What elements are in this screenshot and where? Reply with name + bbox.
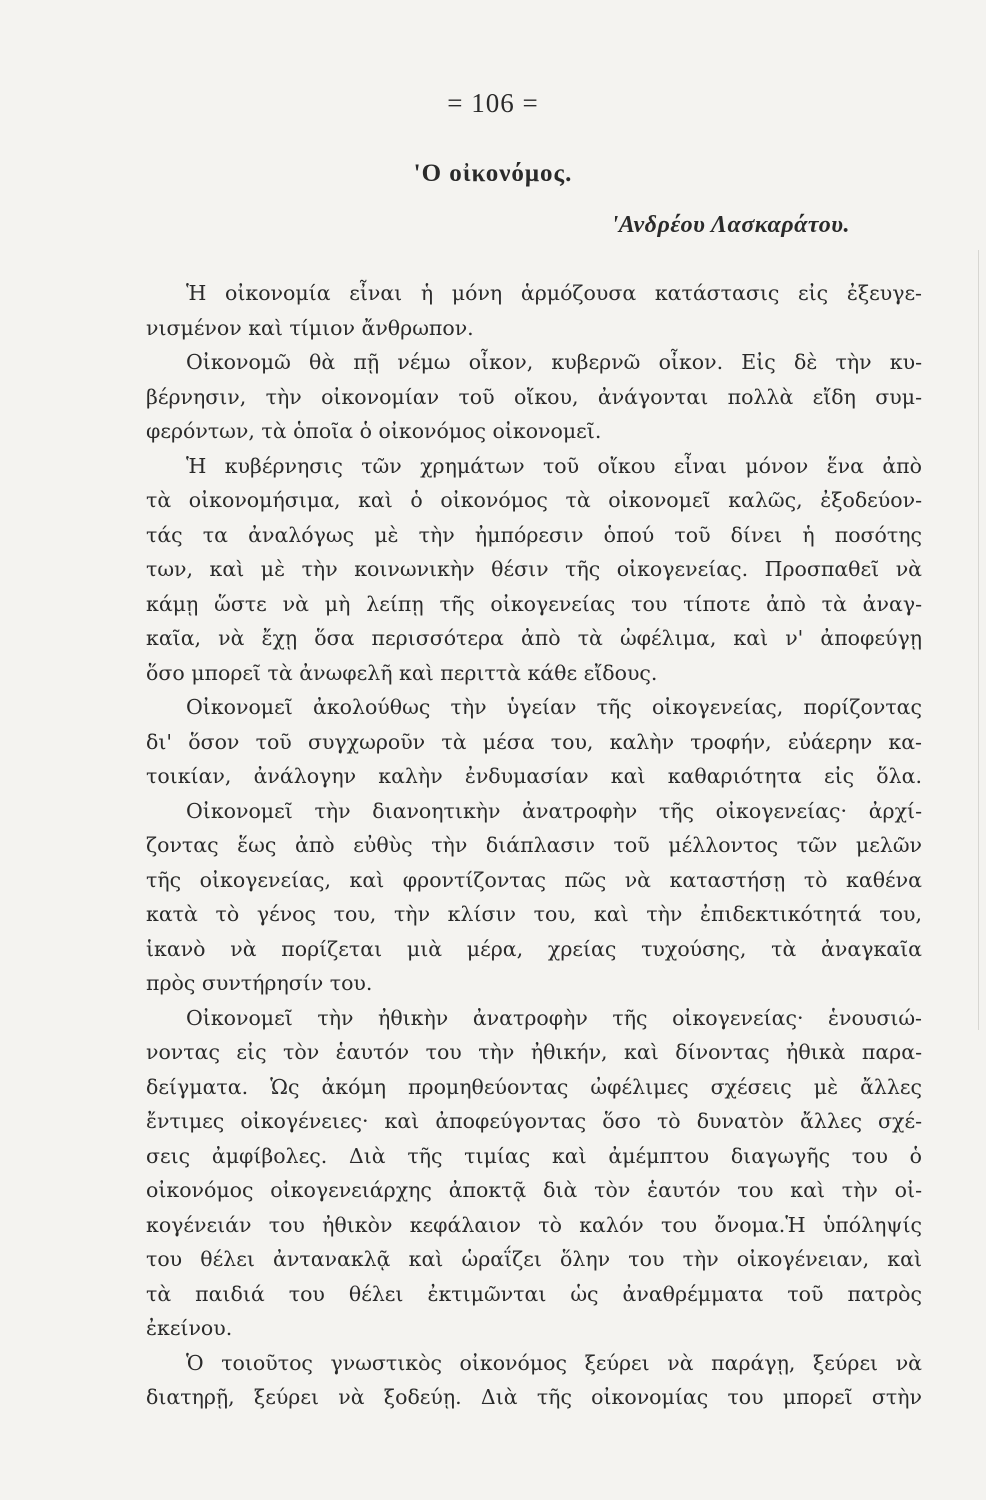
text-line: τὰ οἰκονομήσιμα, καὶ ὁ οἰκονόμος τὰ οἰκονομεῖ καλῶς, ἐξοδεύον- — [146, 488, 922, 512]
text-line: ὅσο μπορεῖ τὰ ἀνωφελῆ καὶ περιττὰ κάθε εἴδους. — [146, 660, 658, 685]
text-line: Οἰκονομεῖ ἀκολούθως τὴν ὑγείαν τῆς οἰκογενείας, πορίζοντας — [186, 695, 922, 719]
text-line: ἐκείνου. — [146, 1316, 233, 1340]
text-line: διατηρῇ, ξεύρει νὰ ξοδεύῃ. Διὰ τῆς οἰκονομίας του μπορεῖ στὴν — [146, 1385, 922, 1409]
text-line: νοντας εἰς τὸν ἑαυτόν του τὴν ἠθικήν, καὶ δίνοντας ἠθικὰ παρα- — [146, 1040, 922, 1064]
text-line: Οἰκονομῶ θὰ πῇ νέμω οἶκον, κυβερνῶ οἶκον. Εἰς δὲ τὴν κυ- — [186, 350, 922, 374]
text-line: των, καὶ μὲ τὴν κοινωνικὴν θέσιν τῆς οἰκογενείας. Προσπαθεῖ νὰ — [146, 557, 922, 581]
text-line: ἔντιμες οἰκογένειες· καὶ ἀποφεύγοντας ὅσο τὸ δυνατὸν ἄλλες σχέ- — [146, 1109, 922, 1133]
page-number: = 106 = — [447, 88, 539, 118]
text-line: κατὰ τὸ γένος του, τὴν κλίσιν του, καὶ τὴν ἐπιδεκτικότητά του, — [146, 902, 922, 926]
text-line: ζοντας ἕως ἀπὸ εὐθὺς τὴν διάπλασιν τοῦ μέλλοντος τῶν μελῶν — [146, 833, 922, 857]
text-line: τὰ παιδιά του θέλει ἐκτιμῶνται ὡς ἀναθρέμματα τοῦ πατρὸς — [146, 1281, 922, 1306]
text-line: ἱκανὸ νὰ πορίζεται μιὰ μέρα, χρείας τυχούσης, τὰ ἀναγκαῖα — [146, 936, 922, 961]
author-name: 'Ανδρέου Λασκαράτου. — [611, 212, 850, 238]
text-line: καῖα, νὰ ἔχῃ ὅσα περισσότερα ἀπὸ τὰ ὠφέλιμα, καὶ ν' ἀποφεύγῃ — [146, 626, 922, 650]
text-line: Ἡ οἰκονομία εἶναι ἡ μόνη ἁρμόζουσα κατάστασις εἰς ἐξευγε- — [186, 281, 922, 305]
text-line: οἰκονόμος οἰκογενειάρχης ἀποκτᾷ διὰ τὸν ἑαυτόν του καὶ τὴν οἰ- — [146, 1178, 922, 1202]
text-line: Οἰκονομεῖ τὴν ἠθικὴν ἀνατροφὴν τῆς οἰκογενείας· ἑνουσιώ- — [186, 1005, 922, 1030]
chapter-title: 'Ο οἰκονόμος. — [413, 160, 573, 187]
text-line: πρὸς συντήρησίν του. — [146, 971, 373, 995]
text-line: κογένειάν του ἠθικὸν κεφάλαιον τὸ καλόν του ὄνομα.Ἡ ὑπόληψίς — [146, 1212, 922, 1237]
text-line: δείγματα. Ὡς ἀκόμη προμηθεύοντας ὠφέλιμες σχέσεις μὲ ἄλλες — [146, 1074, 922, 1099]
text-line: κάμῃ ὥστε νὰ μὴ λείπῃ τῆς οἰκογενείας του τίποτε ἀπὸ τὰ ἀναγ- — [146, 591, 922, 616]
text-line: Ὁ τοιοῦτος γνωστικὸς οἰκονόμος ξεύρει νὰ παράγῃ, ξεύρει νὰ — [186, 1350, 922, 1375]
text-line: Οἰκονομεῖ τὴν διανοητικὴν ἀνατροφὴν τῆς οἰκογενείας· ἀρχί- — [186, 798, 922, 823]
text-line: του θέλει ἀντανακλᾷ καὶ ὡραΐζει ὅλην του τὴν οἰκογένειαν, καὶ — [146, 1247, 922, 1271]
text-line: βέρνησιν, τὴν οἰκονομίαν τοῦ οἴκου, ἀνάγονται πολλὰ εἴδη συμ- — [146, 384, 922, 409]
text-line: τοικίαν, ἀνάλογην καλὴν ἐνδυμασίαν καὶ καθαριότητα εἰς ὅλα. — [146, 764, 922, 788]
text-line: τάς τα ἀναλόγως μὲ τὴν ἠμπόρεσιν ὁπού τοῦ δίνει ἡ ποσότης — [146, 522, 922, 547]
page-edge-line — [978, 250, 979, 1030]
text-line: φερόντων, τὰ ὁποῖα ὁ οἰκονόμος οἰκονομεῖ. — [146, 419, 602, 443]
text-line: Ἡ κυβέρνησις τῶν χρημάτων τοῦ οἴκου εἶναι μόνον ἕνα ἀπὸ — [186, 453, 922, 478]
text-line: δι' ὅσον τοῦ συγχωροῦν τὰ μέσα του, καλὴν τροφήν, εὐάερην κα- — [146, 729, 922, 754]
text-line: τῆς οἰκογενείας, καὶ φροντίζοντας πῶς νὰ καταστήσῃ τὸ καθένα — [146, 867, 922, 892]
text-line: νισμένον καὶ τίμιον ἄνθρωπον. — [146, 315, 474, 340]
body-text — [146, 276, 922, 1415]
text-line: σεις ἀμφίβολες. Διὰ τῆς τιμίας καὶ ἀμέμπτου διαγωγῆς του ὁ — [146, 1143, 922, 1168]
